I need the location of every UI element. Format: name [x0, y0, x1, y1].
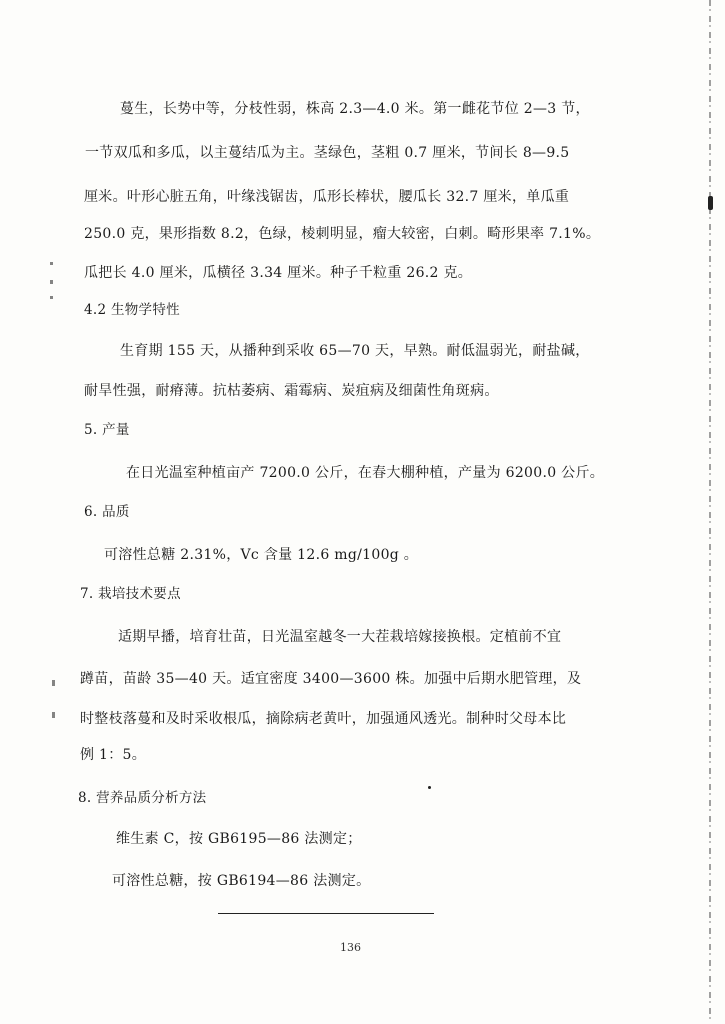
- scan-edge-mark: [708, 196, 713, 210]
- margin-speck: [50, 280, 53, 284]
- stray-dot: [428, 786, 431, 789]
- paragraph-line: 时整枝落蔓和及时采收根瓜，摘除病老黄叶，加强通风透光。制种时父母本比: [80, 711, 567, 727]
- paragraph-line: 可溶性总糖，按 GB6194—86 法测定。: [112, 873, 371, 889]
- page-number: 136: [340, 941, 361, 954]
- paragraph-line: 厘米。叶形心脏五角，叶缘浅锯齿，瓜形长棒状，腰瓜长 32.7 厘米，单瓜重: [84, 189, 570, 205]
- margin-speck: [52, 680, 55, 686]
- section-heading-4-2: 4.2 生物学特性: [84, 302, 180, 318]
- paragraph-line: 可溶性总糖 2.31%，Vc 含量 12.6 mg/100g 。: [104, 547, 419, 563]
- margin-speck: [52, 712, 55, 718]
- section-heading-6: 6. 品质: [84, 504, 130, 520]
- paragraph-line: 耐旱性强，耐瘠薄。抗枯萎病、霜霉病、炭疽病及细菌性角斑病。: [84, 383, 499, 399]
- paragraph-line: 一节双瓜和多瓜，以主蔓结瓜为主。茎绿色，茎粗 0.7 厘米，节间长 8—9.5: [85, 145, 570, 161]
- paragraph-line: 生育期 155 天，从播种到采收 65—70 天，早熟。耐低温弱光，耐盐碱，: [120, 343, 590, 359]
- margin-speck: [50, 262, 53, 265]
- paragraph-line: 适期早播，培育壮苗，日光温室越冬一大茬栽培嫁接换根。定植前不宜: [118, 629, 562, 645]
- margin-speck: [50, 296, 53, 299]
- section-heading-7: 7. 栽培技术要点: [80, 586, 181, 602]
- paragraph-line: 瓜把长 4.0 厘米，瓜横径 3.34 厘米。种子千粒重 26.2 克。: [84, 265, 473, 281]
- section-heading-8: 8. 营养品质分析方法: [78, 790, 207, 806]
- paragraph-line: 蔓生，长势中等，分枝性弱，株高 2.3—4.0 米。第一雌花节位 2—3 节，: [120, 101, 590, 117]
- paragraph-line: 在日光温室种植亩产 7200.0 公斤，在春大棚种植，产量为 6200.0 公斤。: [126, 465, 605, 481]
- scan-edge-shadow: [709, 0, 711, 1024]
- paragraph-line: 例 1：5。: [80, 747, 147, 763]
- paragraph-line: 250.0 克，果形指数 8.2，色绿，棱刺明显，瘤大较密，白刺。畸形果率 7.1%。: [84, 226, 601, 242]
- section-heading-5: 5. 产量: [84, 422, 130, 438]
- paragraph-line: 蹲苗，苗龄 35—40 天。适宜密度 3400—3600 株。加强中后期水肥管理，及: [80, 671, 582, 687]
- footer-rule: [218, 913, 434, 914]
- paragraph-line: 维生素 C，按 GB6195—86 法测定；: [116, 831, 362, 847]
